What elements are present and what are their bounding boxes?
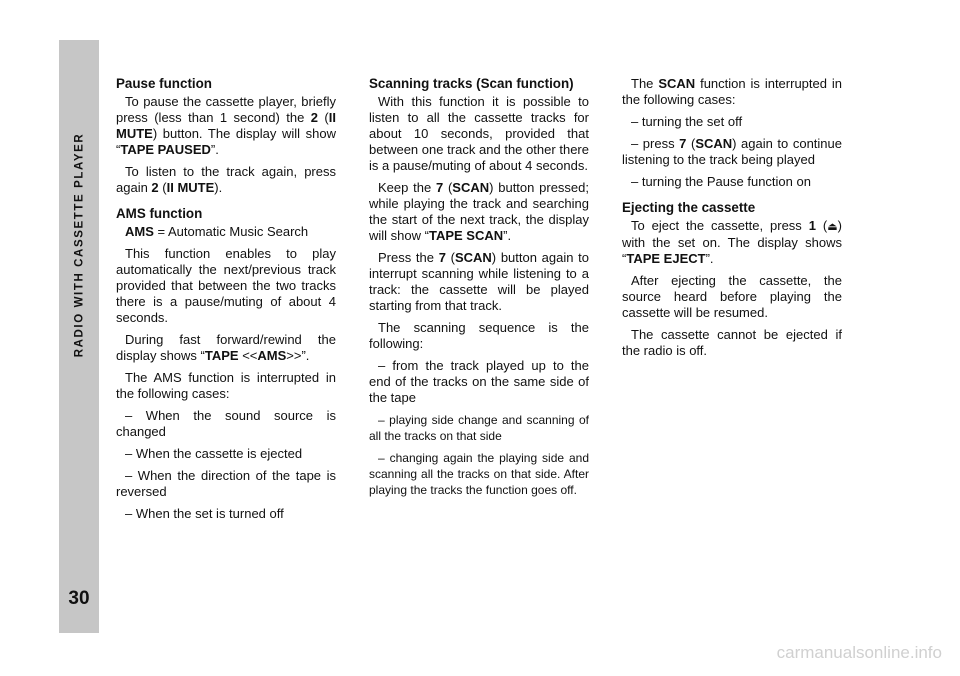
scan-interrupt-case: – turning the Pause function on xyxy=(631,174,811,189)
scan-sequence-item: – playing side change and scanning of all the tracks on that side xyxy=(369,413,589,443)
scan-sequence-item: – from the track played up to the end of the tracks on the same side of the tape xyxy=(369,358,589,405)
scan-sequence-item: – changing again the playing side and scanning all the tracks on that side. After playing the tracks the function goes off. xyxy=(369,451,589,497)
ams-definition: AMS = Automatic Music Search xyxy=(125,224,309,239)
eject-paragraph-1: To eject the cassette, press 1 (⏏) with the set on. The display shows “TAPE EJECT”. xyxy=(622,218,842,266)
ams-case-item: – When the direction of the tape is reversed xyxy=(116,468,336,499)
eject-paragraph-3: The cassette cannot be ejected if the radio is off. xyxy=(622,327,842,358)
ams-case-item: – When the set is turned off xyxy=(125,506,284,521)
eject-icon: ⏏ xyxy=(827,221,838,233)
scan-interrupt-paragraph: The SCAN function is interrupted in the following cases: xyxy=(622,76,843,107)
ams-case-item: – When the sound source is changed xyxy=(116,408,336,439)
ams-paragraph-2: During fast forward/rewind the display shows “TAPE <<AMS>>”. xyxy=(116,332,336,363)
scan-paragraph-3: Press the 7 (SCAN) button again to interrupt scanning while listening to a track: the cassette will be played starting from that track. xyxy=(369,250,589,313)
column-2 xyxy=(369,76,589,498)
ams-paragraph-3: The AMS function is interrupted in the following cases: xyxy=(116,370,336,401)
pause-paragraph-1: To pause the cassette player, briefly press (less than 1 second) the 2 (II MUTE) button. The display will show “TAPE PAUSED”. xyxy=(116,94,336,157)
ams-function-heading: AMS function xyxy=(116,206,203,221)
ams-case-item: – When the cassette is ejected xyxy=(125,446,303,461)
ams-paragraph-1: This function enables to play automatically the next/previous track provided that between the two tracks there is a pause/muting of about 4 seconds. xyxy=(116,246,336,325)
column-3 xyxy=(622,76,842,359)
pause-function-heading: Pause function xyxy=(116,76,212,91)
pause-paragraph-2: To listen to the track again, press again 2 (II MUTE). xyxy=(116,164,336,195)
chapter-sidebar xyxy=(59,40,99,633)
scan-function-heading: Scanning tracks (Scan function) xyxy=(369,76,574,91)
section-title: RADIO WITH CASSETTE PLAYER xyxy=(73,132,85,358)
watermark: carmanualsonline.info xyxy=(776,643,942,662)
scan-interrupt-case: – turning the set off xyxy=(631,114,743,129)
eject-paragraph-2: After ejecting the cassette, the source heard before playing the cassette will be resumed. xyxy=(622,273,842,320)
scan-paragraph-1: With this function it is possible to listen to all the cassette tracks for about 10 seconds, provided that between one track and the other there is a pause/muting of about 4 seconds. xyxy=(369,94,589,173)
scan-interrupt-case: – press 7 (SCAN) again to continue listening to the track being played xyxy=(622,136,842,167)
scan-paragraph-4: The scanning sequence is the following: xyxy=(369,320,589,351)
page-number: 30 xyxy=(68,588,90,609)
scan-paragraph-2: Keep the 7 (SCAN) button pressed; while playing the track and searching the start of the next track, the display will show “TAPE SCAN”. xyxy=(369,180,589,243)
eject-heading: Ejecting the cassette xyxy=(622,200,756,215)
column-1 xyxy=(116,76,336,522)
